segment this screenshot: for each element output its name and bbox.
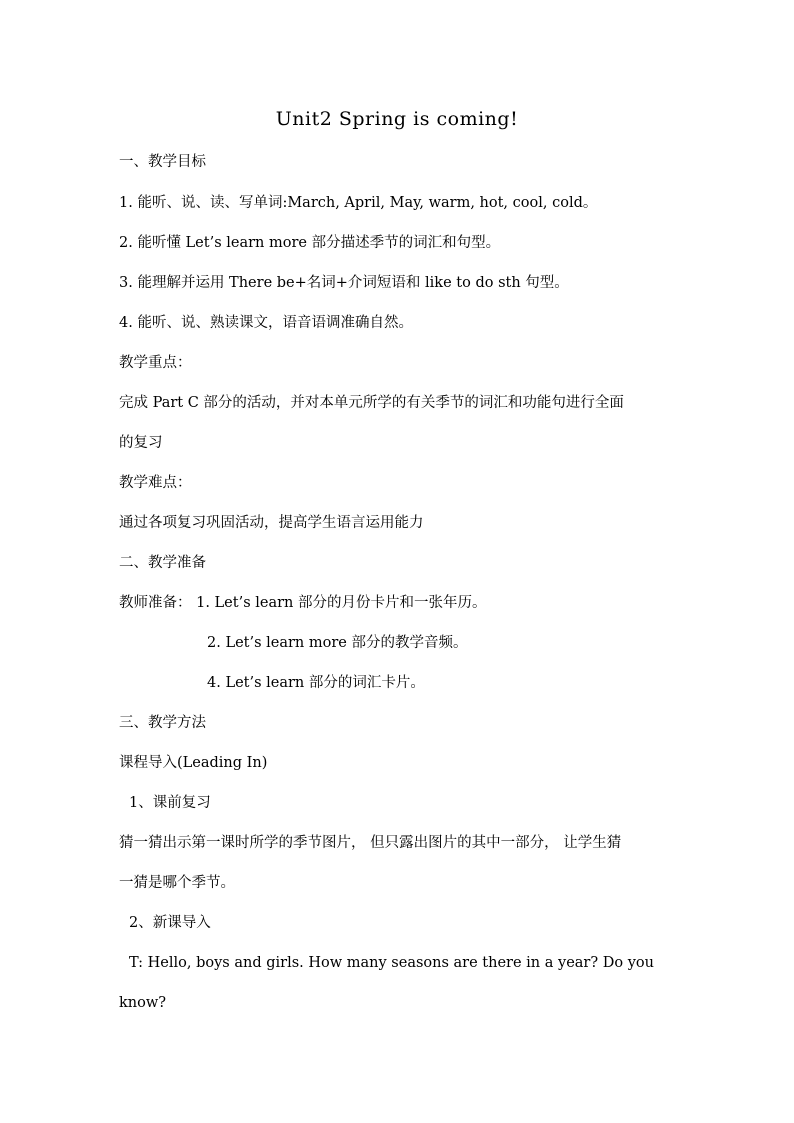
teacher-prep-4: 4. Let’s learn 部分的词汇卡片。 [207, 675, 425, 691]
difficulties-text: 通过各项复习巩固活动，提高学生语言运用能力 [119, 515, 424, 531]
review-text: 猜一猜出示第一课时所学的季节图片， 但只露出图片的其中一部分， 让学生猜 [119, 835, 622, 851]
leading-in-heading: 课程导入(Leading In) [119, 755, 268, 771]
key-points-heading: 教学重点： [119, 355, 192, 371]
key-points-text-cont: 的复习 [119, 435, 163, 451]
section-heading-methods: 三、教学方法 [119, 715, 206, 731]
objective-1: 1. 能听、说、读、写单词:March, April, May, warm, hot, cool, cold。 [119, 195, 598, 211]
dialogue-line-cont: know? [119, 995, 167, 1011]
teacher-prep-2: 2. Let’s learn more 部分的教学音频。 [207, 635, 468, 651]
objective-3: 3. 能理解并运用 There be+名词+介词短语和 like to do sth 句型。 [119, 275, 569, 291]
review-heading: 1、课前复习 [129, 795, 211, 811]
teacher-prep-1: 教师准备： 1. Let’s learn 部分的月份卡片和一张年历。 [119, 595, 487, 611]
section-heading-preparation: 二、教学准备 [119, 555, 206, 571]
section-heading-objectives: 一、教学目标 [119, 154, 206, 170]
review-text-cont: 一猜是哪个季节。 [119, 875, 235, 891]
objective-4: 4. 能听、说、熟读课文，语音语调准确自然。 [119, 315, 413, 331]
dialogue-line: T: Hello, boys and girls. How many seasons are there in a year? Do you [129, 955, 654, 971]
objective-2: 2. 能听懂 Let’s learn more 部分描述季节的词汇和句型。 [119, 235, 501, 251]
document-title: Unit2 Spring is coming! [275, 108, 519, 130]
new-lesson-heading: 2、新课导入 [129, 915, 211, 931]
difficulties-heading: 教学难点： [119, 475, 192, 491]
key-points-text: 完成 Part C 部分的活动，并对本单元所学的有关季节的词汇和功能句进行全面 [119, 395, 624, 411]
